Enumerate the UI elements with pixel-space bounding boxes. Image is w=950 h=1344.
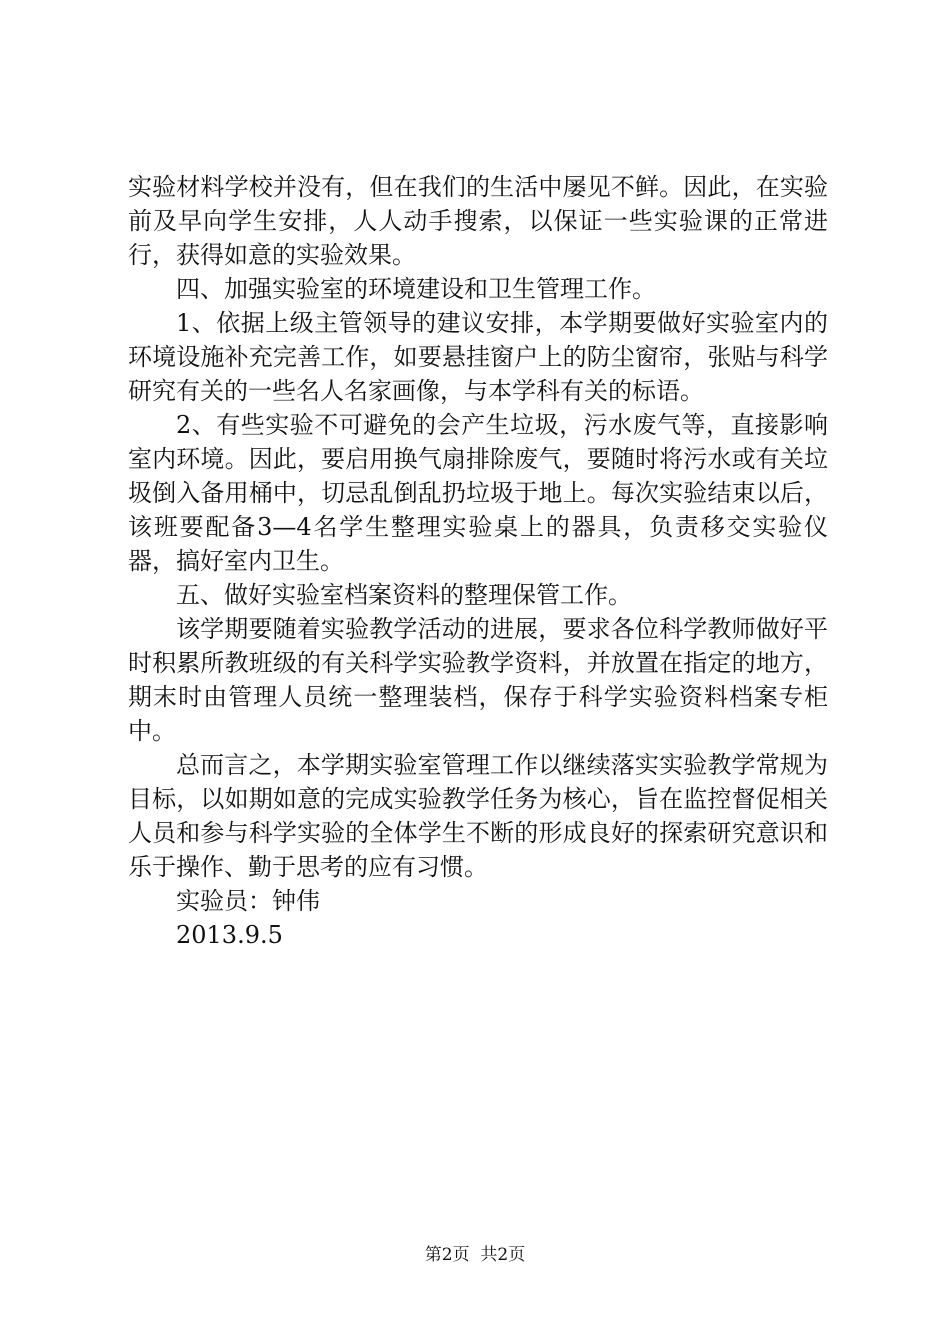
continued-paragraph: 实验材料学校并没有，但在我们的生活中屡见不鲜。因此，在实验前及早向学生安排，人人动手搜索，以保证一些实验课的正常进行，获得如意的实验效果。 (128, 173, 828, 269)
date-line: 2013.9.5 (176, 921, 283, 949)
numbered-paragraph-2: 2、有些实验不可避免的会产生垃圾，污水废气等，直接影响室内环境。因此，要启用换气扇排除废气，要随时将污水或有关垃圾倒入备用桶中，切忌乱倒乱扔垃圾于地上。每次实验结束以后，该班要配备3—4名学生整理实验桌上的器具，负责移交实验仪器，搞好室内卫生。 (128, 411, 828, 575)
page-footer (0, 1244, 950, 1266)
document-body (128, 170, 828, 952)
numbered-paragraph-1: 1、依据上级主管领导的建议安排，本学期要做好实验室内的环境设施补充完善工作，如要悬挂窗户上的防尘窗帘，张贴与科学研究有关的一些名人名家画像，与本学科有关的标语。 (128, 309, 828, 405)
signature-line: 实验员：钟伟 (176, 887, 320, 915)
archive-paragraph: 该学期要随着实验教学活动的进展，要求各位科学教师做好平时积累所教班级的有关科学实验教学资料，并放置在指定的地方，期末时由管理人员统一整理装档，保存于科学实验资料档案专柜中。 (128, 615, 828, 745)
summary-paragraph: 总而言之，本学期实验室管理工作以继续落实实验教学常规为目标，以如期如意的完成实验教学任务为核心，旨在监控督促相关人员和参与科学实验的全体学生不断的形成良好的探索研究意识和乐于操作、勤于思考的应有习惯。 (128, 751, 828, 881)
section-heading-5: 五、做好实验室档案资料的整理保管工作。 (176, 581, 632, 609)
page-number-label: 第2页 共2页 (424, 1245, 526, 1265)
section-heading-4: 四、加强实验室的环境建设和卫生管理工作。 (176, 275, 656, 303)
